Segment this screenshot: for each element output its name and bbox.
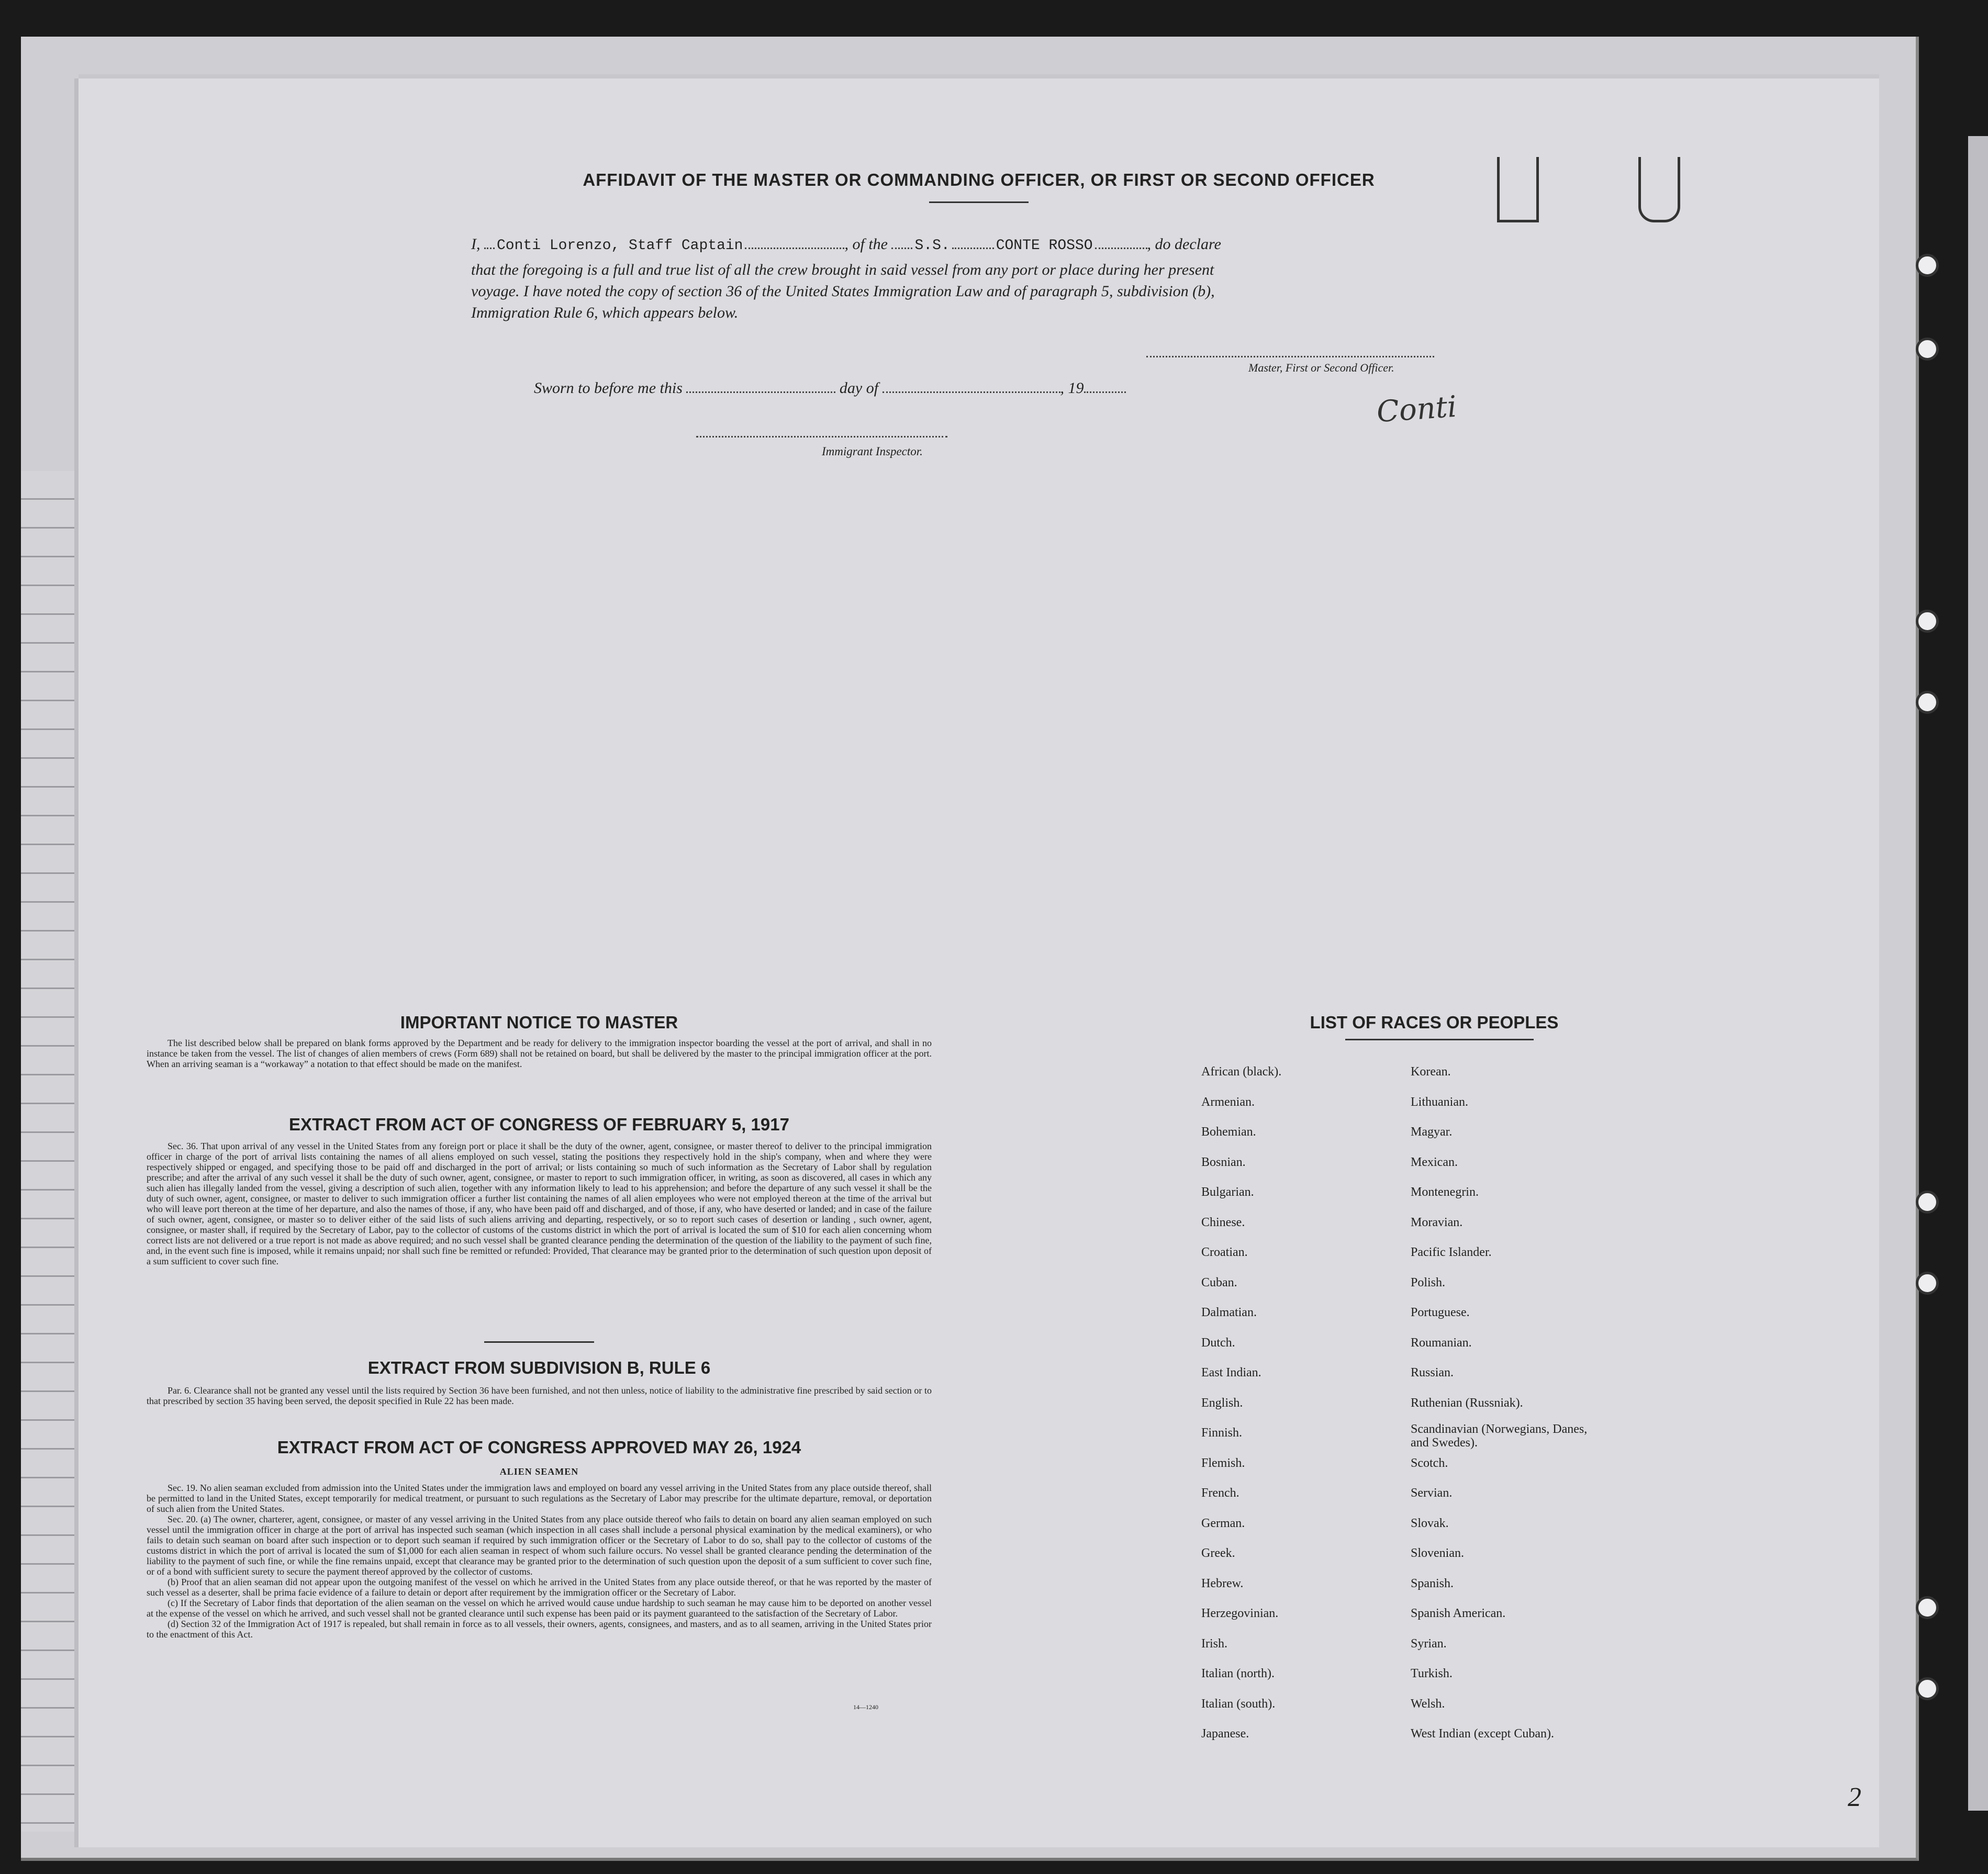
races-left-column [1201,1057,1281,1749]
race-item: Irish. [1201,1636,1227,1651]
declaration-body [471,259,1586,323]
race-item: Moravian. [1411,1215,1463,1229]
day-of-label: day of [839,379,879,397]
race-item: Lithuanian. [1411,1095,1468,1109]
race-item: West Indian (except Cuban). [1411,1727,1554,1741]
section-20a-paragraph: Sec. 20. (a) The owner, charterer, agent, consignee, or master of any vessel arriving in the United States from any place outside thereof who fails to detain on board any alien seaman employed on such vessel until the immigration officer in charge at the port of arrival has inspected such seaman (which inspection in all cases shall include a personal physical examination by the medical examiners), or who fails to detain such seaman on board after such inspection or to deport such seaman if required by such immigration officer or the Secretary of Labor to do so, shall pay to the collector of customs of the customs district in which the port of arrival is located the sum of $1,000 for each alien seaman in respect of whom such failure occurs. No vessel shall be granted clearance pending the determination of the liability to the payment of such fine, or while the fine remains unpaid, except that clearance may be granted prior to the determination of such question upon the deposit of a sum sufficient to cover such fine, or of a bond with sufficient surety to secure the payment thereof approved by the collector of customs. [147,1514,932,1577]
extract-1917-text [147,1141,932,1266]
race-item: Armenian. [1201,1095,1255,1109]
declaration-line-3: voyage. I have noted the copy of section 36 of the United States Immigration Law and of paragraph 5, subdivision (b), [471,283,1215,300]
race-item: Polish. [1411,1275,1446,1289]
races-heading-rule [1345,1039,1534,1040]
race-item: Ruthenian (Russniak). [1411,1396,1523,1410]
punch-hole [1916,1272,1939,1295]
declaration-line-2: that the foregoing is a full and true list of all the crew brought in said vessel from any port or place during her present [471,261,1214,278]
race-item: Roumanian. [1411,1336,1472,1350]
extract-rule6-text [147,1385,932,1406]
heading-rule [929,201,1029,203]
race-item: Servian. [1411,1486,1453,1500]
inspector-signature-line [696,436,947,437]
race-item: Magyar. [1411,1125,1453,1139]
race-item: Flemish. [1201,1456,1245,1470]
race-item: Russian. [1411,1366,1454,1379]
affidavit-heading: AFFIDAVIT OF THE MASTER OR COMMANDING OFFICER, OR FIRST OR SECOND OFFICER [583,170,1375,189]
extract-1924-text [147,1483,932,1640]
declaration-line-4: Immigration Rule 6, which appears below. [471,304,739,321]
alien-seamen-subheading: ALIEN SEAMEN [499,1466,579,1477]
race-item: Bohemian. [1201,1125,1256,1139]
punch-hole [1916,610,1939,633]
race-item: Mexican. [1411,1155,1458,1169]
race-item: Syrian. [1411,1636,1447,1651]
race-item: Scandinavian (Norwegians, Danes, and Swedes). [1411,1422,1588,1450]
form-number: 14—1240 [853,1703,878,1711]
extract-1917-heading: EXTRACT FROM ACT OF CONGRESS OF FEBRUARY 5, 1917 [289,1115,789,1134]
fill-dots [883,380,1060,393]
of-the-label: , of the [844,235,888,253]
notice-heading: IMPORTANT NOTICE TO MASTER [400,1013,678,1032]
inspector-label: Immigrant Inspector. [822,445,923,458]
document-page [79,78,1879,1847]
race-item: Scotch. [1411,1456,1448,1470]
race-item: Italian (north). [1201,1667,1275,1680]
section-19-paragraph: Sec. 19. No alien seaman excluded from admission into the United States under the immigration laws and employed on board any vessel arriving in the United States from any place outside thereof, shall be permitted to land in the United States, except temporarily for medical treatment, or pursuant to such regulations as the Secretary of Labor may prescribe for the ultimate departure, removal, or deportation of such alien from the United States. [147,1483,932,1514]
punch-hole [1916,338,1939,361]
races-right-column [1411,1057,1599,1749]
signer-title: Master, First or Second Officer. [1248,361,1394,374]
fill-dots [686,380,835,393]
race-item: English. [1201,1396,1243,1410]
race-item: Korean. [1411,1065,1451,1079]
race-item: Dutch. [1201,1336,1235,1350]
fill-dots [952,236,994,249]
race-item: Pacific Islander. [1411,1245,1492,1259]
officer-signature: Conti [1375,389,1458,430]
fill-dots [745,236,844,249]
race-item: German. [1201,1516,1245,1530]
race-item: Chinese. [1201,1215,1245,1229]
vessel-prefix: S.S. [914,238,950,254]
i-label: I, [471,235,481,253]
notice-paragraph: The list described below shall be prepared on blank forms approved by the Department and be ready for delivery to the immigration inspector boarding the vessel at the port of arrival, and shall in no instance be taken from the vessel. The list of changes of alien members of crews (Form 689) shall not be retained on board, but shall be delivered by the master to the principal immigration officer at the port. When an arriving seaman is a “workaway” a notation to that effect should be made on the manifest. [147,1038,932,1069]
section-36-paragraph: Sec. 36. That upon arrival of any vessel in the United States from any foreign port or place it shall be the duty of the owner, agent, consignee, or master thereof to deliver to the principal immigration officer in charge of the port of arrival lists containing the names of all aliens employed on such vessel, stating the positions they respectively hold in the ship's company, when and where they were respectively shipped or engaged, and specifying those to be paid off and discharged in the port of arrival; or lists containing so much of such information as the Secretary of Labor shall by regulation prescribe; and after the arrival of any such vessel it shall be the duty of such owner, agent, consignee, or master to report to such immigration officer, in writing, as soon as discovered, all cases in which any such alien has illegally landed from the vessel, giving a description of such alien, together with any information likely to lead to his apprehension; and before the departure of any such vessel it shall be the duty of such owner, agent, consignee, or master to deliver to such immigration officer a further list containing the names of all alien employees who were not employed thereon at the time of the arrival but who will leave port thereon at the time of her departure, and also the names of those, if any, who have been paid off and discharged, and of those, if any, who have deserted or landed; and in case of the failure of such owner, agent, consignee, or master so to deliver either of the said lists of such aliens arriving and departing, respectively, or so to report such cases of desertion or landing , such owner, agent, consignee, or master shall, if required by the Secretary of Labor, pay to the collector of customs of the customs district in which the port of arrival is located the sum of $10 for each alien concerning whom correct lists are not delivered or a true report is not made as above required; and no such vessel shall be granted clearance pending the determination of the question of the liability to the payment of such fine, and, in the event such fine is imposed, while it remains unpaid; nor shall such fine be remitted or refunded: Provided, That clearance may be granted prior to the determination of such question upon deposit of a sum sufficient to cover such fine. [147,1141,932,1266]
year-prefix: , 19 [1060,379,1084,397]
punch-hole [1916,1191,1939,1214]
race-item: Turkish. [1411,1667,1453,1680]
page-mark: 2 [1848,1782,1861,1812]
race-item: French. [1201,1486,1239,1500]
punch-hole [1916,691,1939,714]
fill-dots [484,236,495,249]
punch-hole [1916,1677,1939,1700]
extract-rule6-heading: EXTRACT FROM SUBDIVISION B, RULE 6 [367,1358,711,1377]
race-item: Bulgarian. [1201,1185,1254,1199]
race-item: Spanish American. [1411,1607,1506,1620]
declaration-line-1 [471,235,1221,254]
race-item: African (black). [1201,1065,1282,1079]
race-item: Croatian. [1201,1245,1248,1259]
section-20c-paragraph: (c) If the Secretary of Labor finds that deportation of the alien seaman on the vessel on which he arrived would cause undue hardship to such seaman he may cause him to be deported on another vessel at the expense of the vessel on which he arrived, and such vessel shall not be granted clearance until such expense has been paid or its payment guaranteed to the satisfaction of the Secretary of Labor. [147,1598,932,1619]
section-20d-paragraph: (d) Section 32 of the Immigration Act of 1917 is repealed, but shall remain in force as to all vessels, their owners, agents, consignees, and masters, and as to all seamen, arriving in the United States prior to the enactment of this Act. [147,1619,932,1640]
race-item: Herzegovinian. [1201,1607,1279,1620]
officer-name: Conti Lorenzo, Staff Captain [497,238,743,254]
race-item: East Indian. [1201,1366,1261,1379]
race-item: Japanese. [1201,1727,1249,1741]
fill-dots [1084,380,1126,393]
race-item: Greek. [1201,1546,1235,1560]
race-item: Cuban. [1201,1275,1237,1289]
fill-dots [1095,236,1147,249]
race-item: Bosnian. [1201,1155,1246,1169]
fill-dots [891,236,912,249]
race-item: Welsh. [1411,1697,1445,1711]
extract-1924-heading: EXTRACT FROM ACT OF CONGRESS APPROVED MAY 26, 1924 [277,1438,801,1457]
race-item: Italian (south). [1201,1697,1276,1711]
punch-hole [1916,254,1939,277]
section-divider [484,1341,594,1343]
do-declare-label: , do declare [1147,235,1221,253]
race-item: Montenegrin. [1411,1185,1479,1199]
sworn-label: Sworn to before me this [534,379,683,397]
paragraph-6: Par. 6. Clearance shall not be granted any vessel until the lists required by Section 36 have been furnished, and not then unless, notice of liability to the administrative fine prescribed by said section or to that prescribed by section 35 having been served, the deposit specified in Rule 22 has been made. [147,1385,932,1406]
vessel-name: CONTE ROSSO [996,238,1093,254]
sworn-line [534,379,1126,397]
punch-hole [1916,1596,1939,1619]
race-item: Hebrew. [1201,1576,1244,1590]
race-item: Dalmatian. [1201,1306,1257,1319]
section-20b-paragraph: (b) Proof that an alien seaman did not appear upon the outgoing manifest of the vessel on which he arrived in the United States from any place outside thereof, or that he was reported by the master of such vessel as a deserter, shall be prima facie evidence of a failure to detain or deport after requirement by the immigration officer or the Secretary of Labor. [147,1577,932,1598]
race-item: Slovak. [1411,1516,1449,1530]
signature-line [1146,356,1434,357]
race-item: Slovenian. [1411,1546,1464,1560]
ledger-edge [21,471,80,1832]
notice-text [147,1038,932,1069]
races-heading: LIST OF RACES OR PEOPLES [1310,1013,1559,1032]
race-item: Portuguese. [1411,1306,1470,1319]
race-item: Finnish. [1201,1426,1243,1440]
adjacent-page-edge [1968,136,1988,1811]
race-item: Spanish. [1411,1576,1454,1590]
